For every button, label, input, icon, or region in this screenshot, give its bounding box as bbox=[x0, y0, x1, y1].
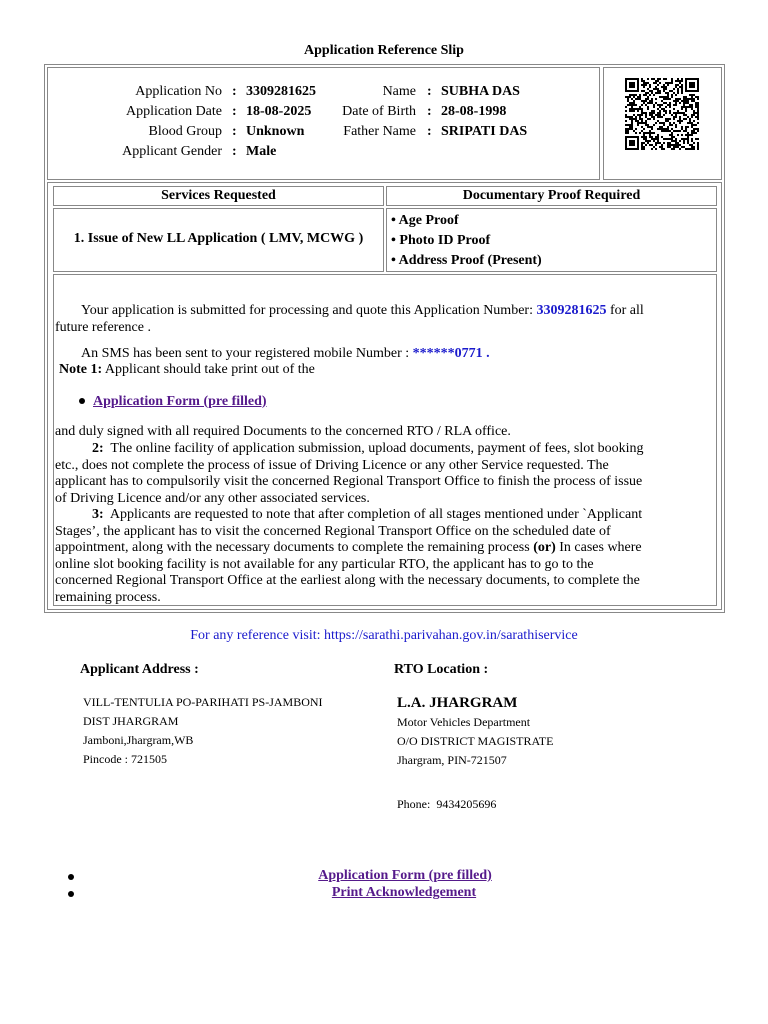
submission-suffix: for all bbox=[609, 303, 644, 318]
colon: : bbox=[232, 124, 237, 139]
colon: : bbox=[232, 84, 237, 99]
rto-line: O/O DISTRICT MAGISTRATE bbox=[397, 734, 554, 748]
blood-group-label: Blood Group bbox=[148, 124, 222, 139]
submission-line2: future reference . bbox=[55, 319, 151, 335]
address-block bbox=[83, 693, 323, 769]
footer-application-form-link[interactable]: Application Form (pre filled) bbox=[318, 868, 492, 883]
colon: : bbox=[232, 104, 237, 119]
note3-line: online slot booking facility is not available for any particular RTO, the applicant has to go to the bbox=[55, 556, 594, 572]
note2-number: 2: bbox=[92, 441, 104, 456]
docs-list bbox=[391, 211, 542, 271]
doc-item: • Photo ID Proof bbox=[391, 233, 491, 248]
note3-line: Applicants are requested to note that after completion of all stages mentioned under `Applicant bbox=[109, 507, 643, 522]
application-form-link[interactable]: Application Form (pre filled) bbox=[93, 394, 267, 409]
rto-line: Jhargram, PIN-721507 bbox=[397, 753, 507, 767]
note3-line: appointment, along with the necessary documents to complete the remaining process bbox=[55, 540, 530, 555]
dob-label: Date of Birth bbox=[342, 104, 416, 119]
note3 bbox=[55, 507, 715, 606]
blood-group-value: Unknown bbox=[246, 124, 305, 139]
sms-text: An SMS has been sent to your registered mobile Number : bbox=[81, 346, 410, 361]
address-line: Pincode : 721505 bbox=[83, 752, 167, 766]
father-label: Father Name bbox=[343, 124, 416, 139]
services-header: Services Requested bbox=[161, 188, 276, 203]
docs-header: Documentary Proof Required bbox=[462, 188, 641, 203]
colon: : bbox=[232, 144, 237, 159]
rto-phone: Phone: 9434205696 bbox=[397, 797, 497, 811]
app-no-value: 3309281625 bbox=[246, 84, 316, 99]
submission-text: Your application is submitted for processing and quote this Application Number: bbox=[81, 303, 533, 318]
note1 bbox=[59, 362, 709, 379]
note3-line: Stages’, the applicant has to visit the concerned Regional Transport Office on the scheduled date of bbox=[55, 523, 611, 539]
mobile-dot: . bbox=[486, 346, 490, 361]
qr-code-icon bbox=[625, 78, 699, 155]
note1-after: and duly signed with all required Documents to the concerned RTO / RLA office. bbox=[55, 424, 511, 439]
doc-item: • Address Proof (Present) bbox=[391, 253, 542, 268]
dob-value: 28-08-1998 bbox=[441, 104, 507, 119]
service-item: 1. Issue of New LL Application ( LMV, MCWG ) bbox=[73, 231, 364, 246]
doc-item: • Age Proof bbox=[391, 213, 459, 228]
app-no-label: Application No bbox=[135, 84, 222, 99]
submission-paragraph bbox=[55, 303, 715, 336]
note3-line: concerned Regional Transport Office at the earliest along with the necessary documents, to complete the bbox=[55, 573, 640, 588]
application-number: 3309281625 bbox=[536, 303, 607, 318]
sms-paragraph bbox=[81, 346, 711, 363]
note3-line: remaining process. bbox=[55, 589, 161, 605]
note1-label: Note 1: bbox=[59, 362, 103, 377]
address-line: Jamboni,Jhargram,WB bbox=[83, 733, 194, 747]
app-date-value: 18-08-2025 bbox=[246, 104, 312, 119]
note2-line: etc., does not complete the process of issue of Driving Licence or any other Service requested. The bbox=[55, 457, 609, 473]
note3-number: 3: bbox=[92, 507, 104, 522]
rto-line: Motor Vehicles Department bbox=[397, 715, 531, 729]
colon: : bbox=[427, 104, 432, 119]
note3-or: (or) bbox=[533, 540, 556, 555]
rto-name: L.A. JHARGRAM bbox=[397, 695, 518, 711]
bullet-icon bbox=[79, 398, 85, 404]
footer-print-acknowledgement-link[interactable]: Print Acknowledgement bbox=[331, 885, 477, 900]
reference-link[interactable]: For any reference visit: https://sarathi.parivahan.gov.in/sarathiservice bbox=[190, 628, 578, 643]
rto-block bbox=[397, 713, 553, 770]
rto-heading: RTO Location : bbox=[394, 662, 489, 677]
note2-line: of Driving Licence and/or any other associated services. bbox=[55, 490, 370, 506]
note1-text: Applicant should take print out of the bbox=[104, 362, 315, 377]
gender-value: Male bbox=[246, 144, 277, 159]
gender-label: Applicant Gender bbox=[122, 144, 222, 159]
address-line: DIST JHARGRAM bbox=[83, 714, 179, 728]
mobile-number: ******0771 bbox=[412, 346, 483, 361]
note3-after-or: In cases where bbox=[559, 540, 642, 555]
name-value: SUBHA DAS bbox=[441, 84, 520, 99]
note2-line: The online facility of application submission, upload documents, payment of fees, slot booking bbox=[110, 441, 644, 456]
address-line: VILL-TENTULIA PO-PARIHATI PS-JAMBONI bbox=[83, 695, 323, 709]
address-heading: Applicant Address : bbox=[80, 662, 199, 677]
father-value: SRIPATI DAS bbox=[441, 124, 528, 139]
colon: : bbox=[427, 124, 432, 139]
app-date-label: Application Date bbox=[125, 104, 222, 119]
name-label: Name bbox=[382, 84, 416, 99]
colon: : bbox=[427, 84, 432, 99]
note2 bbox=[55, 441, 715, 507]
note2-line: applicant has to compulsorily visit the concerned Regional Transport Office to finish the process of issue bbox=[55, 474, 643, 489]
page-title: Application Reference Slip bbox=[304, 43, 464, 58]
